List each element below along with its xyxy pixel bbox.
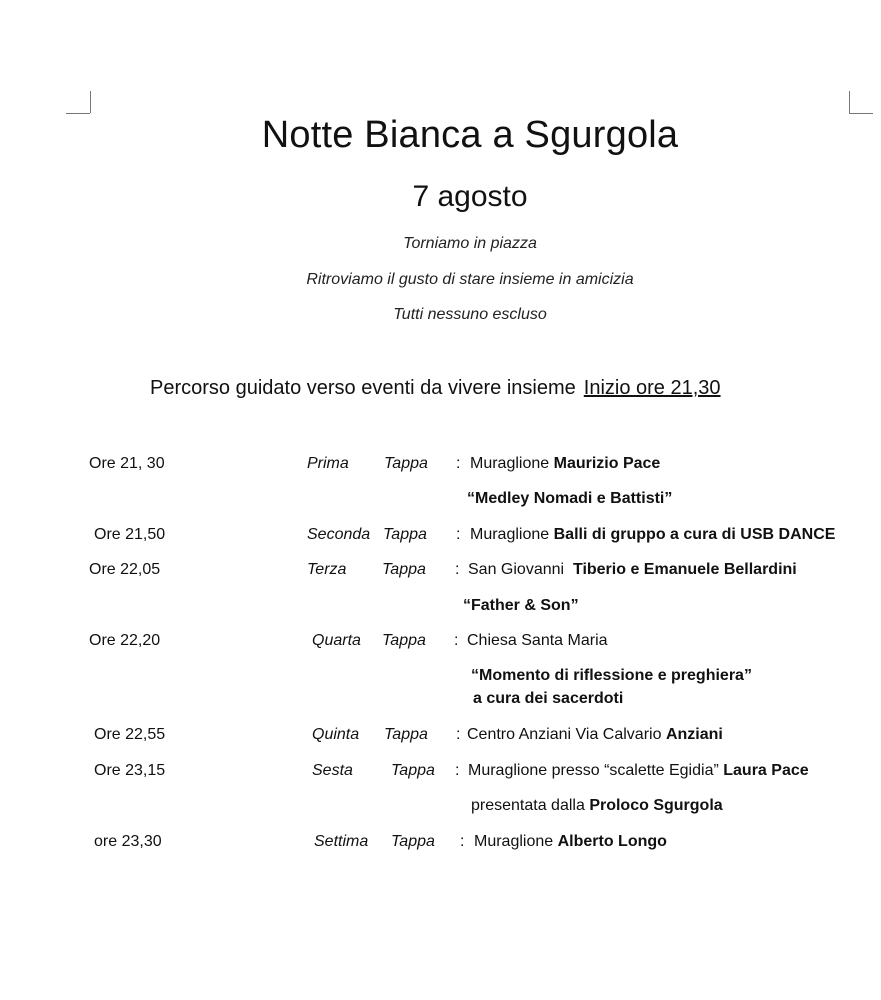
stage-time: Ore 22,20 bbox=[89, 632, 161, 649]
stage-place: Chiesa Santa Maria bbox=[467, 632, 608, 649]
stage-row bbox=[0, 833, 881, 857]
stage-place: Muraglione Alberto Longo bbox=[474, 833, 667, 850]
stage-note: “Father & Son” bbox=[463, 597, 579, 614]
event-date: 7 agosto bbox=[412, 180, 528, 213]
stage-note: presentata dalla Proloco Sgurgola bbox=[471, 797, 723, 814]
stage-tappa: Tappa bbox=[384, 726, 428, 743]
stage-colon: : bbox=[454, 632, 459, 649]
stage-place: Muraglione Maurizio Pace bbox=[470, 455, 661, 472]
stage-note-organizer: Proloco Sgurgola bbox=[589, 797, 723, 814]
tagline: Torniamo in piazza bbox=[403, 235, 537, 252]
stage-tappa: Tappa bbox=[382, 561, 426, 578]
itinerary-intro bbox=[150, 377, 721, 400]
stage-time: Ore 21,50 bbox=[94, 526, 166, 543]
stage-row bbox=[0, 726, 881, 750]
stage-colon: : bbox=[455, 561, 460, 578]
stage-performer: Laura Pace bbox=[723, 762, 809, 779]
stage-colon: : bbox=[456, 455, 461, 472]
stage-place: Muraglione presso “scalette Egidia” Laura Pace bbox=[468, 762, 809, 779]
stage-ordinal: Prima bbox=[307, 455, 349, 472]
stage-note: a cura dei sacerdoti bbox=[473, 690, 624, 707]
stage-colon: : bbox=[456, 726, 461, 743]
stage-place: Centro Anziani Via Calvario Anziani bbox=[467, 726, 723, 743]
stage-tappa: Tappa bbox=[384, 455, 428, 472]
stage-time: Ore 23,15 bbox=[94, 762, 166, 779]
stage-time: Ore 22,05 bbox=[89, 561, 161, 578]
stage-performer: Maurizio Pace bbox=[553, 455, 661, 472]
stage-note: “Momento di riflessione e preghiera” bbox=[471, 667, 752, 684]
stage-row bbox=[0, 762, 881, 786]
stage-ordinal: Quinta bbox=[312, 726, 360, 743]
stage-row bbox=[0, 526, 881, 550]
stage-tappa: Tappa bbox=[391, 762, 435, 779]
stage-tappa: Tappa bbox=[391, 833, 435, 850]
stage-ordinal: Settima bbox=[314, 833, 369, 850]
stage-performer: Balli di gruppo a cura di USB DANCE bbox=[553, 526, 836, 543]
stage-note: “Medley Nomadi e Battisti” bbox=[467, 490, 673, 507]
stage-time: Ore 22,55 bbox=[94, 726, 166, 743]
stage-row bbox=[0, 455, 881, 479]
stage-time: ore 23,30 bbox=[94, 833, 162, 850]
stage-colon: : bbox=[460, 833, 465, 850]
start-time: Inizio ore 21,30 bbox=[583, 377, 721, 399]
stage-place: Muraglione Balli di gruppo a cura di USB DANCE bbox=[470, 526, 836, 543]
stage-ordinal: Seconda bbox=[307, 526, 371, 543]
stage-tappa: Tappa bbox=[383, 526, 427, 543]
tagline: Tutti nessuno escluso bbox=[393, 306, 547, 323]
stage-ordinal: Sesta bbox=[312, 762, 353, 779]
intro-text: Percorso guidato verso eventi da vivere insieme bbox=[150, 377, 576, 399]
stage-performer: Anziani bbox=[665, 726, 723, 743]
stage-performer: Tiberio e Emanuele Bellardini bbox=[572, 561, 797, 578]
stage-time: Ore 21, 30 bbox=[89, 455, 165, 472]
stage-tappa: Tappa bbox=[382, 632, 426, 649]
stage-colon: : bbox=[456, 526, 461, 543]
stage-ordinal: Quarta bbox=[312, 632, 361, 649]
stage-row bbox=[0, 561, 881, 585]
stage-ordinal: Terza bbox=[307, 561, 347, 578]
stage-place: San Giovanni Tiberio e Emanuele Bellardini bbox=[468, 561, 797, 578]
stage-colon: : bbox=[455, 762, 460, 779]
stage-performer: Alberto Longo bbox=[557, 833, 667, 850]
page-title: Notte Bianca a Sgurgola bbox=[261, 114, 679, 156]
tagline: Ritroviamo il gusto di stare insieme in amicizia bbox=[306, 271, 634, 288]
stage-row bbox=[0, 632, 881, 656]
